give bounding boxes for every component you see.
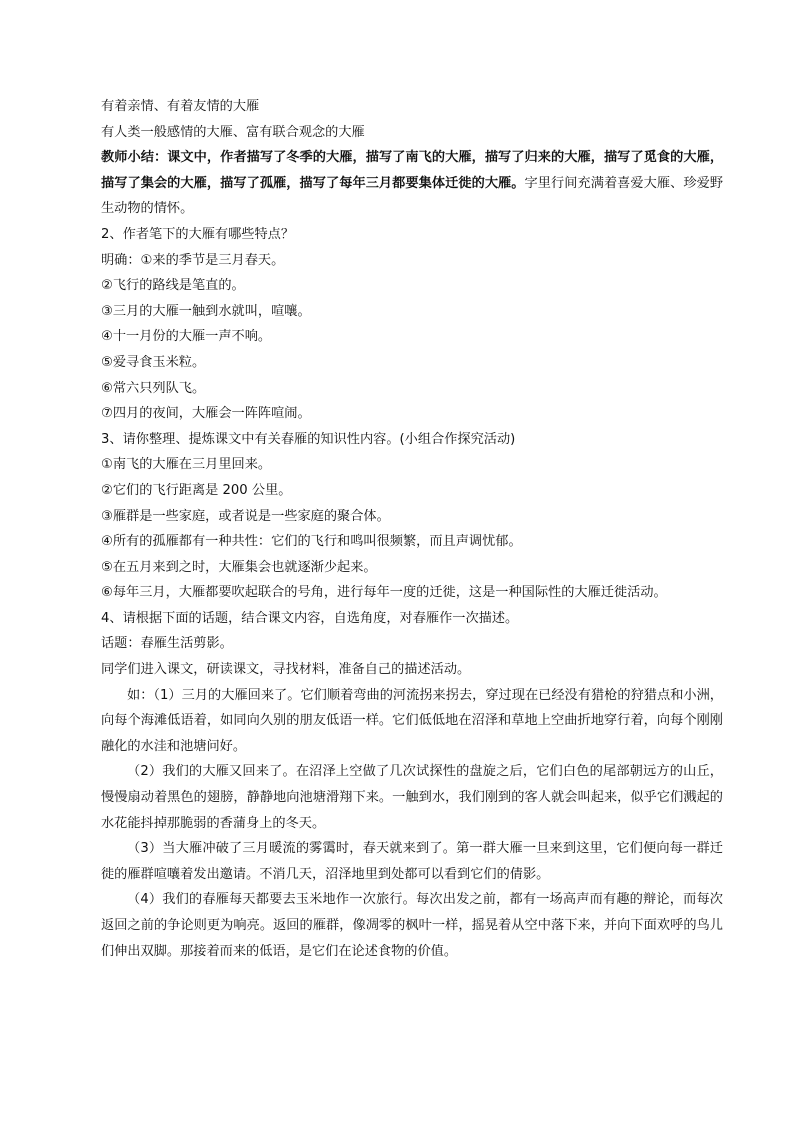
question-3-answer-5: ⑤在五月来到之时，大雁集会也就逐渐少起来。 <box>101 559 377 575</box>
example-paragraph-2: （2）我们的大雁又回来了。在沼泽上空做了几次试探性的盘旋之后，它们白色的尾部朝远方的山丘，慢慢扇动着黑色的翅膀，静静地向池塘滑翔下来。一触到水，我们刚到的客人就会叫起来，似乎它们溅起的水花能抖掉那脆弱的香蒲身上的冬天。 <box>101 764 723 831</box>
summary-normal-text: 字里行间充满着喜爱大雁、珍爱野生动物的情怀。 <box>101 175 724 217</box>
question-3-heading: 3、请你整理、提炼课文中有关春雁的知识性内容。(小组合作探究活动) <box>101 431 516 447</box>
summary-label: 教师小结： <box>101 150 168 166</box>
topic-line: 话题：春雁生活剪影。 <box>101 636 233 652</box>
summary-bold-text: 课文中，作者描写了冬季的大雁，描写了南飞的大雁，描写了归来的大雁，描写了觅食的大雁，描写了集会的大雁，描写了孤雁，描写了每年三月都要集体迁徙的大雁。 <box>101 150 724 191</box>
example-paragraph-3: （3）当大雁冲破了三月暖流的雾霭时，春天就来到了。第一群大雁一旦来到这里，它们便向每一群迁徙的雁群喧嚷着发出邀请。不消几天，沼泽地里到处都可以看到它们的倩影。 <box>101 841 723 882</box>
text-line-family-friendship: 有着亲情、有着友情的大雁 <box>101 99 260 114</box>
question-3-answer-3: ③雁群是一些家庭，或者说是一些家庭的聚合体。 <box>101 508 390 524</box>
document-body <box>101 94 723 964</box>
question-2-answer-6: ⑥常六只列队飞。 <box>101 380 206 396</box>
question-2-answer-2: ②飞行的路线是笔直的。 <box>101 278 245 294</box>
question-2-answer-7: ⑦四月的夜间，大雁会一阵阵喧闹。 <box>101 406 311 422</box>
question-2-answer-3: ③三月的大雁一触到水就叫，喧嚷。 <box>101 303 311 319</box>
question-2-heading: 2、作者笔下的大雁有哪些特点？ <box>101 226 295 242</box>
question-3-answer-4: ④所有的孤雁都有一种共性：它们的飞行和鸣叫很频繁，而且声调忧郁。 <box>101 534 522 550</box>
question-4-heading: 4、请根据下面的话题，结合课文内容，自选角度，对春雁作一次描述。 <box>101 610 519 626</box>
question-2-answer-5: ⑤爱寻食玉米粒。 <box>101 354 206 370</box>
question-3-answer-6: ⑥每年三月，大雁都要吹起联合的号角，进行每年一度的迁徙，这是一种国际性的大雁迁徙活动。 <box>101 585 667 601</box>
question-2-answer-1: 明确：①来的季节是三月春天。 <box>101 252 285 268</box>
example-paragraph-4: （4）我们的春雁每天都要去玉米地作一次旅行。每次出发之前，都有一场高声而有趣的辩论，而每次返回之前的争论则更为响亮。返回的雁群，像凋零的枫叶一样，摇晃着从空中落下来，并向下面欢呼的鸟儿们伸出双脚。那接着而来的低语，是它们在论述食物的价值。 <box>101 892 723 959</box>
example-paragraph-1: 如：（1）三月的大雁回来了。它们顺着弯曲的河流拐来拐去，穿过现在已经没有猎枪的狩猎点和小洲，向每个海滩低语着，如同向久别的朋友低语一样。它们低低地在沼泽和草地上空曲折地穿行着，向每个刚刚融化的水洼和池塘问好。 <box>101 687 723 754</box>
text-line-human-emotions: 有人类一般感情的大雁、富有联合观念的大雁 <box>101 124 365 140</box>
intro-line: 同学们进入课文，研读课文，寻找材料，准备自己的描述活动。 <box>101 662 471 678</box>
question-3-answer-1: ①南飞的大雁在三月里回来。 <box>101 457 272 473</box>
question-2-answer-4: ④十一月份的大雁一声不响。 <box>101 329 272 345</box>
teacher-summary <box>101 145 723 222</box>
question-3-answer-2: ②它们的飞行距离是 200 公里。 <box>101 482 292 498</box>
